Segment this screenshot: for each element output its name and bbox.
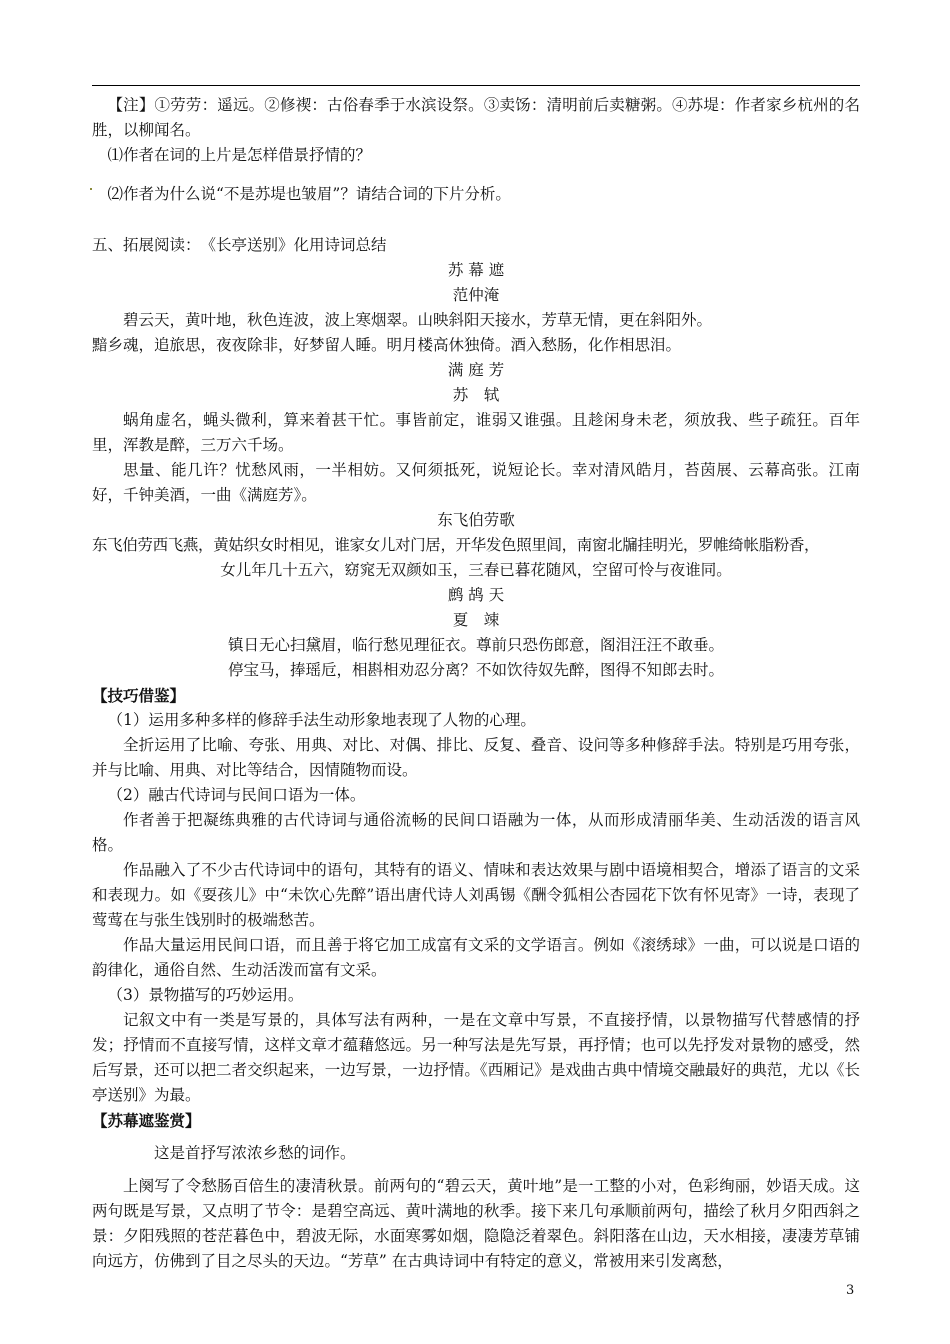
poem4-line: 镇日无心扫黛眉，临行愁见理征衣。尊前只恐伤郎意，阁泪汪汪不敢垂。 bbox=[227, 636, 724, 654]
techniques-paragraph: 作品大量运用民间口语，而且善于将它加工成富有文采的文学语言。例如《滚绣球》一曲，可以说是口语的韵律化，通俗自然、生动活泼而富有文采。 bbox=[92, 936, 860, 979]
poem3-title: 东飞伯劳歌 bbox=[437, 511, 515, 529]
poem1-line: 碧云天，黄叶地，秋色连波，波上寒烟翠。山映斜阳天接水，芳草无情，更在斜阳外。 bbox=[123, 311, 713, 329]
poem1-title: 苏 幕 遮 bbox=[447, 261, 505, 279]
techniques-point: （3）景物描写的巧妙运用。 bbox=[107, 986, 304, 1004]
techniques-paragraph: 全折运用了比喻、夸张、用典、对比、对偶、排比、反复、叠音、设问等多种修辞手法。特别是巧用夸张，并与比喻、用典、对比等结合，因情随物而设。 bbox=[92, 736, 860, 779]
poem2-title: 满 庭 芳 bbox=[447, 361, 505, 379]
poem3-line: 东飞伯劳西飞燕，黄姑织女时相见，谁家女儿对门居，开华发色照里闾，南窗北牖挂明光，罗帷绮帐脂粉香， bbox=[92, 536, 820, 554]
techniques-paragraph: 作者善于把凝练典雅的古代诗词与通俗流畅的民间口语融为一体，从而形成清丽华美、生动活泼的语言风格。 bbox=[92, 811, 860, 854]
poem4-line: 停宝马，捧瑶卮，相斟相劝忍分离？不如饮待奴先醉，图得不知郎去时。 bbox=[227, 661, 724, 679]
page-content bbox=[92, 93, 860, 1274]
poem1-line: 黯乡魂，追旅思，夜夜除非，好梦留人睡。明月楼高休独倚。酒入愁肠，化作相思泪。 bbox=[92, 336, 682, 354]
note-text: 【注】①劳劳：遥远。②修禊：古俗春季于水滨设祭。③卖饧：清明前后卖糖粥。④苏堤：作者家乡杭州的名胜，以柳闻名。 bbox=[92, 96, 860, 139]
poem2-para: 蜗角虚名，蝇头微利，算来着甚干忙。事皆前定，谁弱又谁强。且趁闲身未老，须放我、些子疏狂。百年里，浑教是醉，三万六千场。 bbox=[92, 411, 860, 454]
poem2-author: 苏 轼 bbox=[452, 386, 500, 404]
header-rule bbox=[92, 85, 860, 86]
poem1-author: 范仲淹 bbox=[452, 286, 500, 304]
appreciation-paragraph: 上阕写了令愁肠百倍生的凄清秋景。前两句的“碧云天，黄叶地”是一工整的小对，色彩绚丽，妙语天成。这两句既是写景，又点明了节令：是碧空高远、黄叶满地的秋季。接下来几句承顺前两句，描绘了秋月夕阳西斜之景：夕阳残照的苍茫暮色中，碧波无际，水面寒雾如烟，隐隐泛着翠色。斜阳落在山边，天水相接，凄凄芳草铺向远方，仿佛到了目之尽头的天边。“芳草” 在古典诗词中有特定的意义，常被用来引发离愁， bbox=[92, 1177, 860, 1270]
question-1: ⑴作者在词的上片是怎样借景抒情的？ bbox=[107, 146, 372, 164]
poem2-para: 思量、能几许？忧愁风雨，一半相妨。又何须抵死，说短论长。幸对清风皓月，苔茵展、云幕高张。江南好，千钟美酒，一曲《满庭芳》。 bbox=[92, 461, 860, 504]
appreciation-heading: 【苏幕遮鉴赏】 bbox=[92, 1111, 201, 1130]
techniques-point: （2）融古代诗词与民间口语为一体。 bbox=[107, 786, 366, 804]
question-2: ⑵作者为什么说“不是苏堤也皱眉”？请结合词的下片分析。 bbox=[107, 185, 511, 203]
poem4-author: 夏 竦 bbox=[452, 611, 500, 629]
techniques-paragraph: 记叙文中有一类是写景的，具体写法有两种，一是在文章中写景，不直接抒情，以景物描写代替感情的抒发；抒情而不直接写情，这样文章才蕴藉悠远。另一种写法是先写景，再抒情；也可以先抒发对景物的感受，然后写景，还可以把二者交织起来，一边写景，一边抒情。《西厢记》是戏曲古典中情境交融最好的典范，尤以《长亭送别》为最。 bbox=[92, 1011, 860, 1104]
techniques-point: （1）运用多种多样的修辞手法生动形象地表现了人物的心理。 bbox=[107, 711, 536, 729]
page-number: 3 bbox=[846, 1283, 855, 1298]
techniques-heading: 【技巧借鉴】 bbox=[92, 686, 186, 705]
appreciation-intro: 这是首抒写浓浓乡愁的词作。 bbox=[154, 1144, 356, 1162]
poem4-title: 鹧 鸪 天 bbox=[447, 586, 505, 604]
techniques-paragraph: 作品融入了不少古代诗词中的语句，其特有的语义、情味和表达效果与剧中语境相契合，增添了语言的文采和表现力。如《耍孩儿》中“未饮心先醉”语出唐代诗人刘禹锡《酬令狐相公杏园花下饮有怀见寄》一诗，表现了莺莺在与张生饯别时的极端愁苦。 bbox=[92, 861, 860, 929]
section-heading: 五、拓展阅读： 《长亭送别》化用诗词总结 bbox=[92, 236, 387, 254]
poem3-line: 女儿年几十五六，窈窕无双颜如玉，三春已暮花随风，空留可怜与夜谁同。 bbox=[220, 561, 732, 579]
